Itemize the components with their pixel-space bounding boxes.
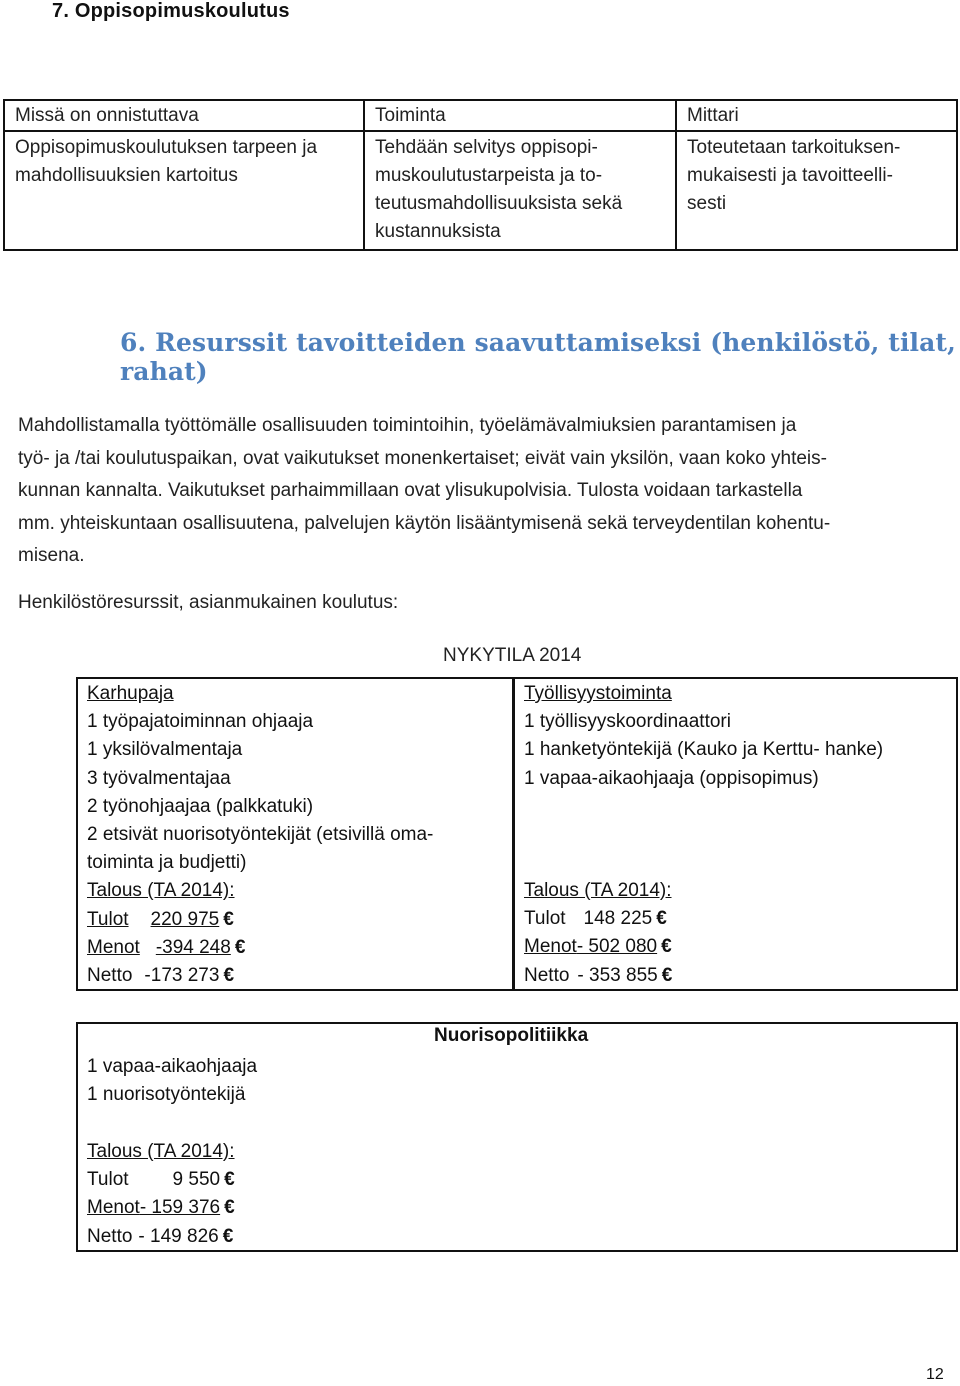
table-header-cell: Toiminta [364,100,676,131]
euro-icon: € [661,936,672,958]
table-header-cell: Missä on onnistuttava [4,100,364,131]
budget-title: Talous (TA 2014): [87,1141,235,1162]
budget-label: Netto [87,1225,133,1247]
euro-icon: € [656,908,667,930]
staff-item: toiminta ja budjetti) [87,852,247,874]
nuorisopolitiikka-budget [87,1138,235,1251]
euro-icon: € [223,965,235,987]
staff-item: 3 työvalmentajaa [87,767,231,789]
budget-tulot [87,1166,235,1194]
cell-line: mukaisesti ja tavoitteelli- [687,165,893,186]
cell-line: Tehdään selvitys oppisopi- [375,137,598,158]
budget-label: Tulot [524,908,566,930]
euro-icon: € [661,964,673,986]
euro-icon: € [224,1169,235,1191]
budget-label: Netto [524,964,570,986]
euro-icon: € [234,936,246,958]
section-7-heading: 7. Oppisopimuskoulutus [52,0,290,22]
nuorisopolitiikka-staff [87,1053,257,1109]
budget-netto [87,962,433,990]
budget-menot [87,934,433,962]
table-cell-action [364,131,676,250]
cell-line: sesti [687,193,727,214]
budget-label: Tulot [87,908,129,930]
budget-netto [87,1223,235,1251]
staff-item: 1 nuorisotyöntekijä [87,1084,246,1106]
euro-icon: € [224,1197,235,1219]
budget-label: Menot [524,936,577,958]
budget-label: Tulot [87,1169,129,1191]
budget-value: 9 550 [172,1169,221,1191]
budget-label: Menot [87,1197,140,1219]
table-row [4,131,957,250]
budget-title: Talous (TA 2014): [87,880,235,902]
cell-line: muskoulutustarpeista ja to- [375,165,603,186]
paragraph-line: työ- ja /tai koulutuspaikan, ovat vaikutukset monenkertaiset; eivät vain yksilön, vaan koko yhteis- [18,447,827,469]
budget-tulot [87,906,433,934]
paragraph-line: misena. [18,545,85,566]
budget-menot [87,1194,235,1222]
staff-item: 1 yksilövalmentaja [87,739,243,761]
budget-value: - 149 826 [138,1225,219,1247]
budget-label: Netto [87,965,133,987]
page-number: 12 [926,1366,944,1383]
table-header-row [4,100,957,131]
budget-value: - 502 080 [576,936,658,958]
paragraph-line: Mahdollistamalla työttömälle osallisuuden toimintoihin, työelämävalmiuksien parantamisen ja [18,415,797,436]
karhupaja-title: Karhupaja [87,683,174,704]
budget-value: -394 248 [155,936,231,958]
cell-line: teutusmahdollisuuksista sekä [375,193,623,214]
budget-value: - 159 376 [139,1197,221,1219]
budget-netto [524,962,672,990]
cell-line: mahdollisuuksien kartoitus [15,165,238,186]
table-cell-goal [4,131,364,250]
staff-resources-label: Henkilöstöresurssit, asianmukainen koulutus: [18,592,399,613]
budget-label: Menot [87,936,140,958]
tyollisyys-title: Työllisyystoiminta [524,683,672,704]
cell-line: Oppisopimuskoulutuksen tarpeen ja [15,137,318,158]
budget-value: 220 975 [150,908,220,930]
staff-item: 2 etsivät nuorisotyöntekijät (etsivillä oma- [87,824,434,846]
paragraph-line: kunnan kannalta. Vaikutukset parhaimmillaan ovat ylisukupolvisia. Tulosta voidaan tarkastella [18,480,803,501]
karhupaja-content [87,680,433,990]
tyollisyys-content [524,680,883,793]
table-header-cell: Mittari [676,100,957,131]
plan-table [3,99,958,251]
staff-item: 1 vapaa-aikaohjaaja (oppisopimus) [524,767,819,789]
staff-item: 1 hanketyöntekijä (Kauko ja Kerttu- hanke) [524,739,884,761]
budget-tulot [524,905,672,933]
nuorisopolitiikka-title: Nuorisopolitiikka [434,1025,589,1046]
staff-item: 1 työllisyyskoordinaattori [524,711,731,733]
table-cell-metric [676,131,957,250]
budget-title: Talous (TA 2014): [524,880,672,901]
staff-item: 1 työpajatoiminnan ohjaaja [87,711,314,733]
budget-menot [524,933,672,961]
budget-value: - 353 855 [577,964,658,986]
paragraph-line: mm. yhteiskuntaan osallisuutena, palvelujen käytön lisääntymisenä sekä terveydentilan kohentu- [18,512,831,534]
tyollisyys-budget [524,877,672,990]
budget-value: -173 273 [144,965,220,987]
section-6-heading: 6. Resurssit tavoitteiden saavuttamiseksi (henkilöstö, tilat, rahat) [120,328,956,386]
euro-icon: € [222,1225,234,1247]
staff-item: 2 työnohjaajaa (palkkatuki) [87,795,314,817]
nykytila-heading: NYKYTILA 2014 [443,645,582,666]
euro-icon: € [223,908,234,930]
cell-line: kustannuksista [375,221,501,242]
intro-paragraph [18,410,928,573]
staff-item: 1 vapaa-aikaohjaaja [87,1056,258,1077]
cell-line: Toteutetaan tarkoituksen- [687,137,901,158]
budget-value: 148 225 [583,908,653,930]
